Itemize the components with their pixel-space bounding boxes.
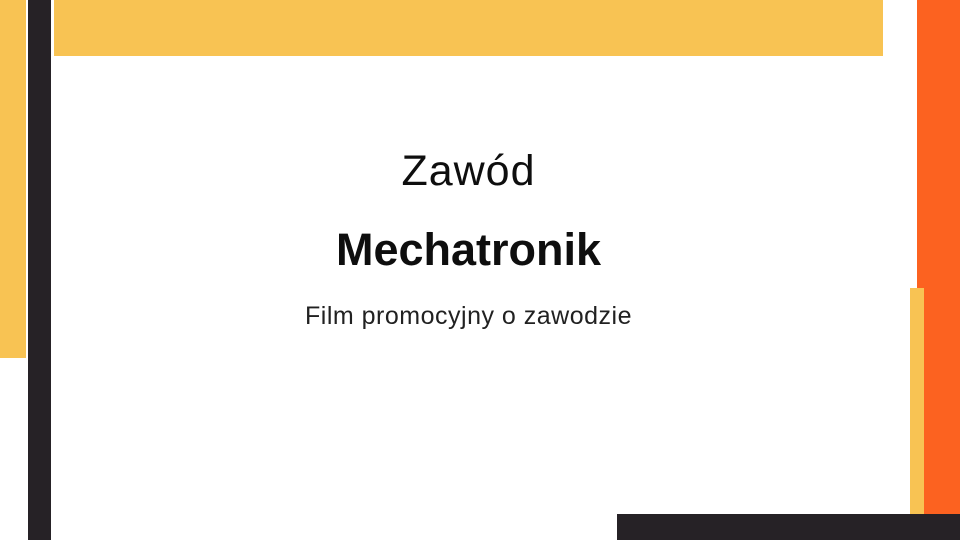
- slide-subtitle: Film promocyjny o zawodzie: [305, 302, 632, 330]
- left-yellow-accent-bar: [0, 0, 26, 358]
- slide-title-line1: Zawód: [401, 147, 536, 195]
- right-yellow-accent-bar: [910, 288, 924, 515]
- left-dark-accent-bar: [28, 0, 51, 540]
- slide-title-line2: Mechatronik: [335, 224, 602, 275]
- slide-text-area: [54, 0, 883, 540]
